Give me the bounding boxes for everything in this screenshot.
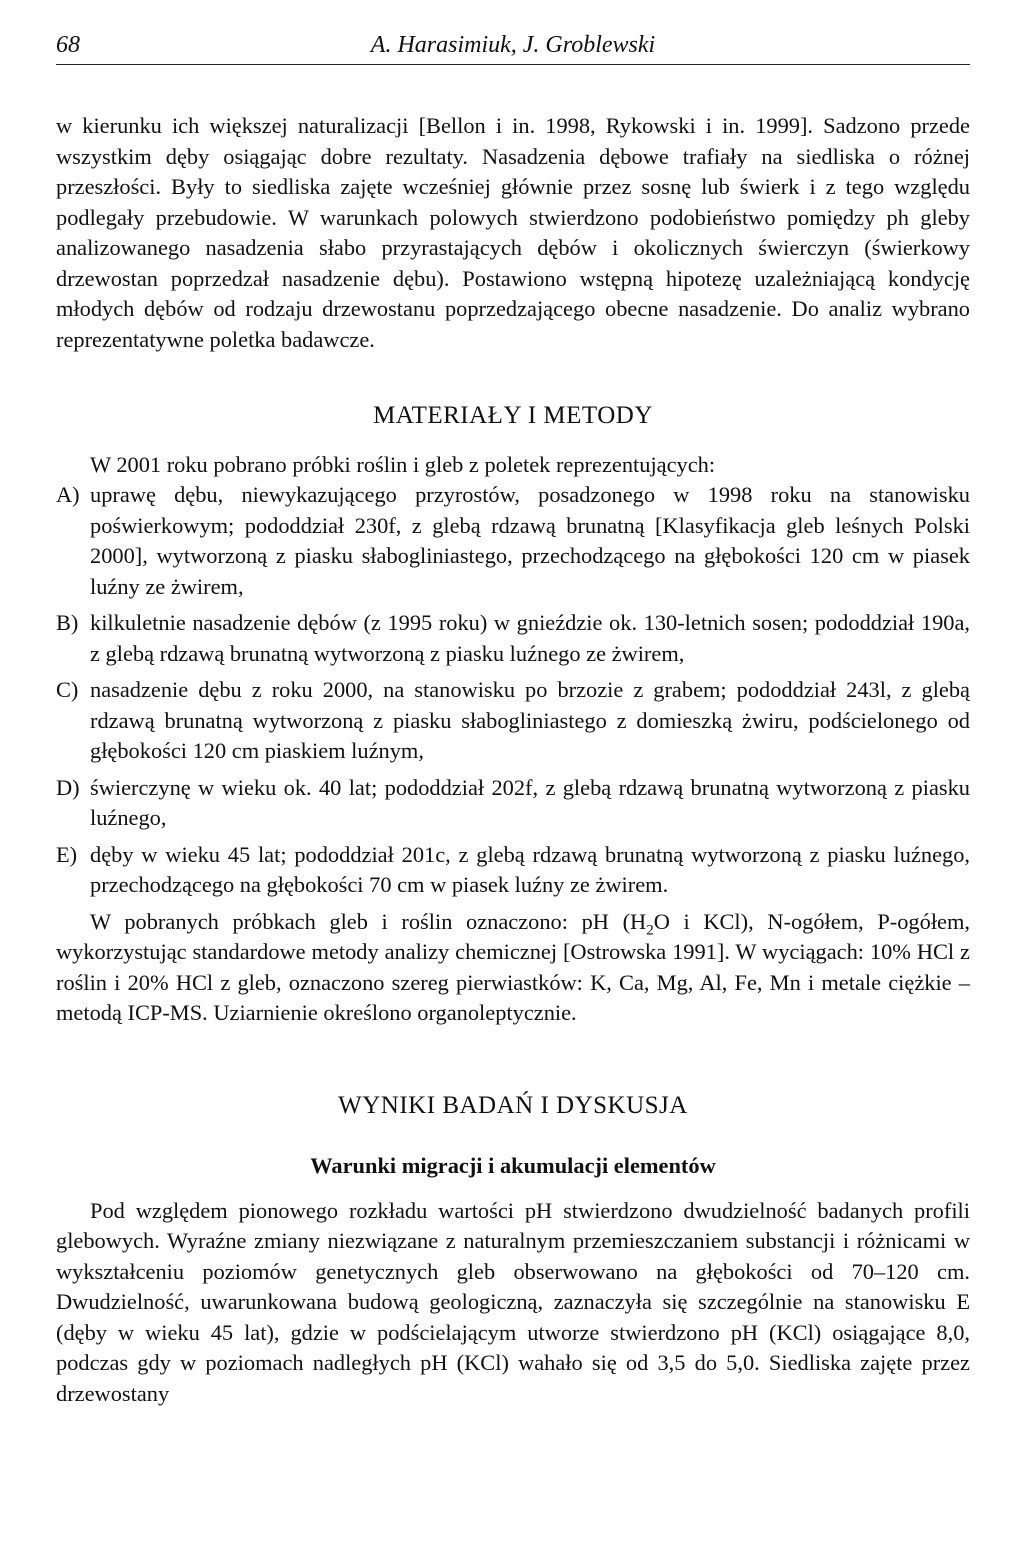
list-item (56, 675, 970, 767)
list-marker: D) (56, 774, 80, 800)
running-head (56, 30, 970, 65)
intro-paragraph: w kierunku ich większej naturalizacji [Bellon i in. 1998, Rykowski i in. 1999]. Sadzono przede wszystkim dęby osiągając dobre rezultaty. Nasadzenia dębowe trafiały na siedliska o różnej przeszłości. Były to siedliska zajęte wcześniej głównie przez sosnę lub świerk i z tego względu podlegały przebudowie. W warunkach polowych stwierdzono podobieństwo pomiędzy ph gleby analizowanego nasadzenia słabo przyrastających dębów i okolicznych świerczyn (świerkowy drzewostan poprzedzał nasadzenie dębu). Postawiono wstępną hipotezę uzależniającą kondycję młodych dębów od rodzaju drzewostanu poprzedzającego obecne nasadzenie. Do analiz wybrano reprezentatywne poletka badawcze. (56, 113, 970, 352)
list-marker: E) (56, 841, 78, 867)
body-text (56, 111, 970, 1409)
page-number: 68 (56, 32, 80, 58)
list-item (56, 840, 970, 901)
methods-heading: MATERIAŁY I METODY (373, 402, 653, 429)
running-title: A. Harasimiuk, J. Groblewski (370, 32, 656, 58)
list-item-text: uprawę dębu, niewykazującego przyrostów, posadzonego w 1998 roku na stanowisku poświerkowym; pododdział 230f, z glebą rdzawą brunatną [Klasyfikacja gleb leśnych Polski 2000], wytworzoną z piasku słabogliniastego, przechodzącego na głębokości 120 cm w piasek luźny ze żwirem, (90, 482, 970, 599)
analysis-methods-paragraph (56, 907, 970, 1029)
list-item (56, 773, 970, 834)
results-subheading: Warunki migracji i akumulacji elementów (310, 1153, 716, 1178)
list-item-text: świerczynę w wieku ok. 40 lat; pododdział 202f, z glebą rdzawą brunatną wytworzoną z piasku luźnego, (90, 774, 970, 830)
water-subscript: 2 (646, 921, 654, 938)
methods-lead-paragraph: W 2001 roku pobrano próbki roślin i gleb z poletek reprezentujących: (90, 451, 716, 477)
list-marker: B) (56, 610, 79, 635)
sample-plot-list (56, 480, 970, 901)
list-item (56, 480, 970, 602)
list-item-text: kilkuletnie nasadzenie dębów (z 1995 roku) w gnieździe ok. 130-letnich sosen; pododdział 190a, z glebą rdzawą brunatną wytworzoną z piasku luźnego ze żwirem, (90, 610, 970, 666)
results-paragraph: Pod względem pionowego rozkładu wartości pH stwierdzono dwudzielność badanych profili glebowych. Wyraźne zmiany niezwiązane z naturalnym przemieszczaniem substancji i różnicami w wykształceniu poziomów genetycznych gleb obserwowano na głębokości od 70–120 cm. Dwudzielność, uwarunkowana budową geologiczną, zaznaczyła się szczególnie na stanowisku E (dęby w wieku 45 lat), gdzie w podścielającym utworze stwierdzono pH (KCl) osiągające 8,0, podczas gdy w poziomach nadległych pH (KCl) wahało się od 3,5 do 5,0. Siedliska zajęte przez drzewostany (56, 1197, 970, 1406)
page (56, 30, 970, 1409)
list-item (56, 608, 970, 669)
list-marker: C) (56, 677, 79, 702)
results-heading: WYNIKI BADAŃ I DYSKUSJA (338, 1091, 688, 1119)
list-item-text: nasadzenie dębu z roku 2000, na stanowisku po brzozie z grabem; pododdział 243l, z glebą rdzawą brunatną wytworzoną z piasku słabogliniastego z domieszką żwiru, podścielonego od głębokości 120 cm piaskiem luźnym, (90, 677, 970, 763)
list-marker: A) (56, 482, 80, 507)
analysis-text-part1: W pobranych próbkach gleb i roślin oznaczono: pH (H (90, 908, 647, 934)
list-item-text: dęby w wieku 45 lat; pododdział 201c, z glebą rdzawą brunatną wytworzoną z piasku luźnego, przechodzącego na głębokości 70 cm w piasek luźny ze żwirem. (90, 841, 970, 897)
analysis-text-part2: O i KCl), N-ogółem, P-ogółem, wykorzystując standardowe metody analizy chemicznej [Ostrowska 1991]. W wyciągach: 10% HCl z roślin i 20% HCl z gleb, oznaczono szereg pierwiastków: K, Ca, Mg, Al, Fe, Mn i metale ciężkie – metodą ICP-MS. Uziarnienie określono organoleptycznie. (56, 908, 970, 1025)
